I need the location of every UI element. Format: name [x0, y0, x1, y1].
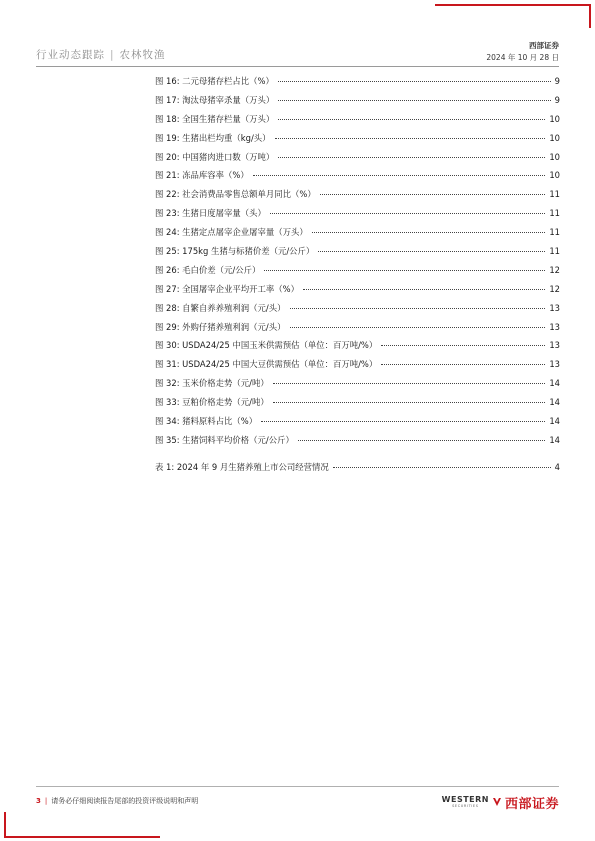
toc-entry[interactable]	[155, 458, 560, 477]
logo-english-name: WESTERN	[441, 795, 489, 804]
toc-entry-label: 图 33: 豆粕价格走势（元/吨）	[155, 397, 269, 408]
toc-entry[interactable]	[155, 393, 560, 412]
toc-entry-label: 图 23: 生猪日度屠宰量（头）	[155, 208, 266, 219]
toc-entry-label: 图 32: 玉米价格走势（元/吨）	[155, 378, 269, 389]
toc-entry-page: 4	[554, 461, 560, 472]
toc-leader-dots	[264, 270, 545, 271]
page-number: 3	[36, 797, 41, 805]
toc-leader-dots	[290, 327, 546, 328]
toc-leader-dots	[278, 100, 550, 101]
toc-entry-page: 10	[549, 132, 560, 143]
toc-entry[interactable]	[155, 129, 560, 148]
header-separator: |	[110, 49, 115, 61]
toc-entry[interactable]	[155, 91, 560, 110]
page-footer	[36, 796, 198, 806]
header-industry: 农林牧渔	[119, 49, 166, 61]
toc-entry[interactable]	[155, 110, 560, 129]
toc-entry-page: 13	[549, 302, 560, 313]
toc-entry-page: 11	[549, 208, 560, 219]
toc-entry[interactable]	[155, 204, 560, 223]
toc-entry-page: 9	[554, 76, 560, 86]
toc-entry[interactable]	[155, 166, 560, 185]
header-divider	[36, 66, 559, 67]
toc-entry[interactable]	[155, 223, 560, 242]
toc-entry-page: 11	[549, 246, 560, 257]
header-section: 行业动态跟踪	[36, 49, 105, 61]
toc-entry[interactable]	[155, 72, 560, 91]
corner-decoration-top-right	[435, 4, 591, 6]
toc-leader-dots	[320, 194, 546, 195]
toc-leader-dots	[253, 175, 546, 176]
toc-leader-dots	[298, 440, 545, 441]
toc-entry-page: 10	[549, 170, 560, 181]
toc-leader-dots	[273, 383, 546, 384]
toc-entry-label: 图 17: 淘汰母猪宰杀量（万头）	[155, 94, 275, 105]
toc-entry[interactable]	[155, 412, 560, 431]
header-date: 2024 年 10 月 28 日	[486, 53, 559, 62]
toc-entry-page: 10	[549, 113, 560, 124]
logo-english	[442, 795, 489, 809]
toc-entry[interactable]	[155, 242, 560, 261]
corner-decoration-top-right-vertical	[589, 4, 591, 28]
figure-list	[155, 72, 560, 450]
toc-entry[interactable]	[155, 280, 560, 299]
toc-entry-page: 14	[549, 434, 560, 445]
toc-entry-label: 图 19: 生猪出栏均重（kg/头）	[155, 132, 271, 143]
toc-entry-page: 11	[549, 227, 560, 238]
toc-entry-label: 图 25: 175kg 生猪与标猪价差（元/公斤）	[155, 246, 315, 257]
toc-entry-label: 图 27: 全国屠宰企业平均开工率（%）	[155, 283, 300, 294]
toc-entry-label: 图 35: 生猪饲料平均价格（元/公斤）	[155, 434, 294, 445]
toc-entry-label: 图 31: USDA24/25 中国大豆供需预估（单位：百万吨/%）	[155, 359, 378, 370]
toc-entry-label: 图 21: 冻品库容率（%）	[155, 170, 249, 181]
toc-leader-dots	[273, 402, 546, 403]
toc-entry-label: 图 16: 二元母猪存栏占比（%）	[155, 76, 274, 86]
logo-mark-icon	[492, 797, 502, 807]
logo-chinese-name: 西部证券	[504, 796, 559, 812]
toc-leader-dots	[270, 213, 545, 214]
toc-leader-dots	[275, 138, 546, 139]
brand-logo	[442, 790, 559, 814]
toc-leader-dots	[333, 467, 551, 468]
corner-decoration-bottom-left	[4, 836, 160, 838]
toc-entry-page: 13	[549, 340, 560, 351]
toc-leader-dots	[278, 81, 551, 82]
toc-leader-dots	[312, 232, 546, 233]
footer-separator: |	[44, 797, 48, 805]
toc-entry-label: 图 30: USDA24/25 中国玉米供需预估（单位：百万吨/%）	[155, 340, 378, 351]
toc-entry-page: 9	[554, 94, 560, 105]
toc-entry[interactable]	[155, 185, 560, 204]
table-of-figures	[155, 72, 560, 477]
toc-entry-label: 图 22: 社会消费品零售总额单月同比（%）	[155, 189, 316, 200]
toc-leader-dots	[278, 157, 545, 158]
toc-leader-dots	[278, 119, 545, 120]
footer-divider	[36, 786, 559, 787]
toc-entry-page: 14	[549, 378, 560, 389]
toc-entry-page: 11	[549, 189, 560, 200]
toc-entry[interactable]	[155, 148, 560, 167]
toc-entry-label: 图 18: 全国生猪存栏量（万头）	[155, 113, 275, 124]
logo-english-sub: SECURITIES	[452, 804, 479, 808]
table-list	[155, 458, 560, 477]
toc-leader-dots	[261, 421, 545, 422]
toc-entry-label: 图 34: 猪料原料占比（%）	[155, 416, 258, 427]
toc-entry-label: 图 26: 毛白价差（元/公斤）	[155, 264, 261, 275]
footer-disclaimer: 请务必仔细阅读报告尾部的投资评级说明和声明	[51, 797, 199, 805]
toc-entry[interactable]	[155, 261, 560, 280]
toc-leader-dots	[381, 364, 545, 365]
toc-entry-page: 13	[549, 359, 560, 370]
toc-entry-page: 10	[549, 151, 560, 162]
page-header-category	[36, 47, 166, 62]
toc-entry-label: 图 20: 中国猪肉进口数（万吨）	[155, 151, 275, 162]
toc-entry[interactable]	[155, 299, 560, 318]
toc-leader-dots	[303, 289, 545, 290]
toc-entry-label: 表 1: 2024 年 9 月生猪养殖上市公司经营情况	[155, 461, 329, 472]
toc-entry[interactable]	[155, 318, 560, 337]
toc-entry-page: 12	[549, 283, 560, 294]
toc-leader-dots	[290, 308, 546, 309]
toc-entry-page: 14	[549, 416, 560, 427]
toc-entry-label: 图 29: 外购仔猪养殖利润（元/头）	[155, 321, 286, 332]
corner-decoration-bottom-left-vertical	[4, 812, 6, 838]
toc-entry[interactable]	[155, 336, 560, 355]
toc-entry-page: 12	[549, 264, 560, 275]
toc-entry[interactable]	[155, 374, 560, 393]
toc-leader-dots	[381, 345, 545, 346]
header-brand: 西部证券	[529, 41, 559, 50]
page-header-meta	[486, 40, 559, 64]
toc-entry-label: 图 28: 自繁自养养殖利润（元/头）	[155, 302, 286, 313]
toc-entry-page: 13	[549, 321, 560, 332]
toc-entry-page: 14	[549, 397, 560, 408]
toc-leader-dots	[318, 251, 545, 252]
toc-entry-label: 图 24: 生猪定点屠宰企业屠宰量（万头）	[155, 227, 308, 238]
list-gap	[155, 450, 560, 458]
toc-entry[interactable]	[155, 355, 560, 374]
toc-entry[interactable]	[155, 431, 560, 450]
